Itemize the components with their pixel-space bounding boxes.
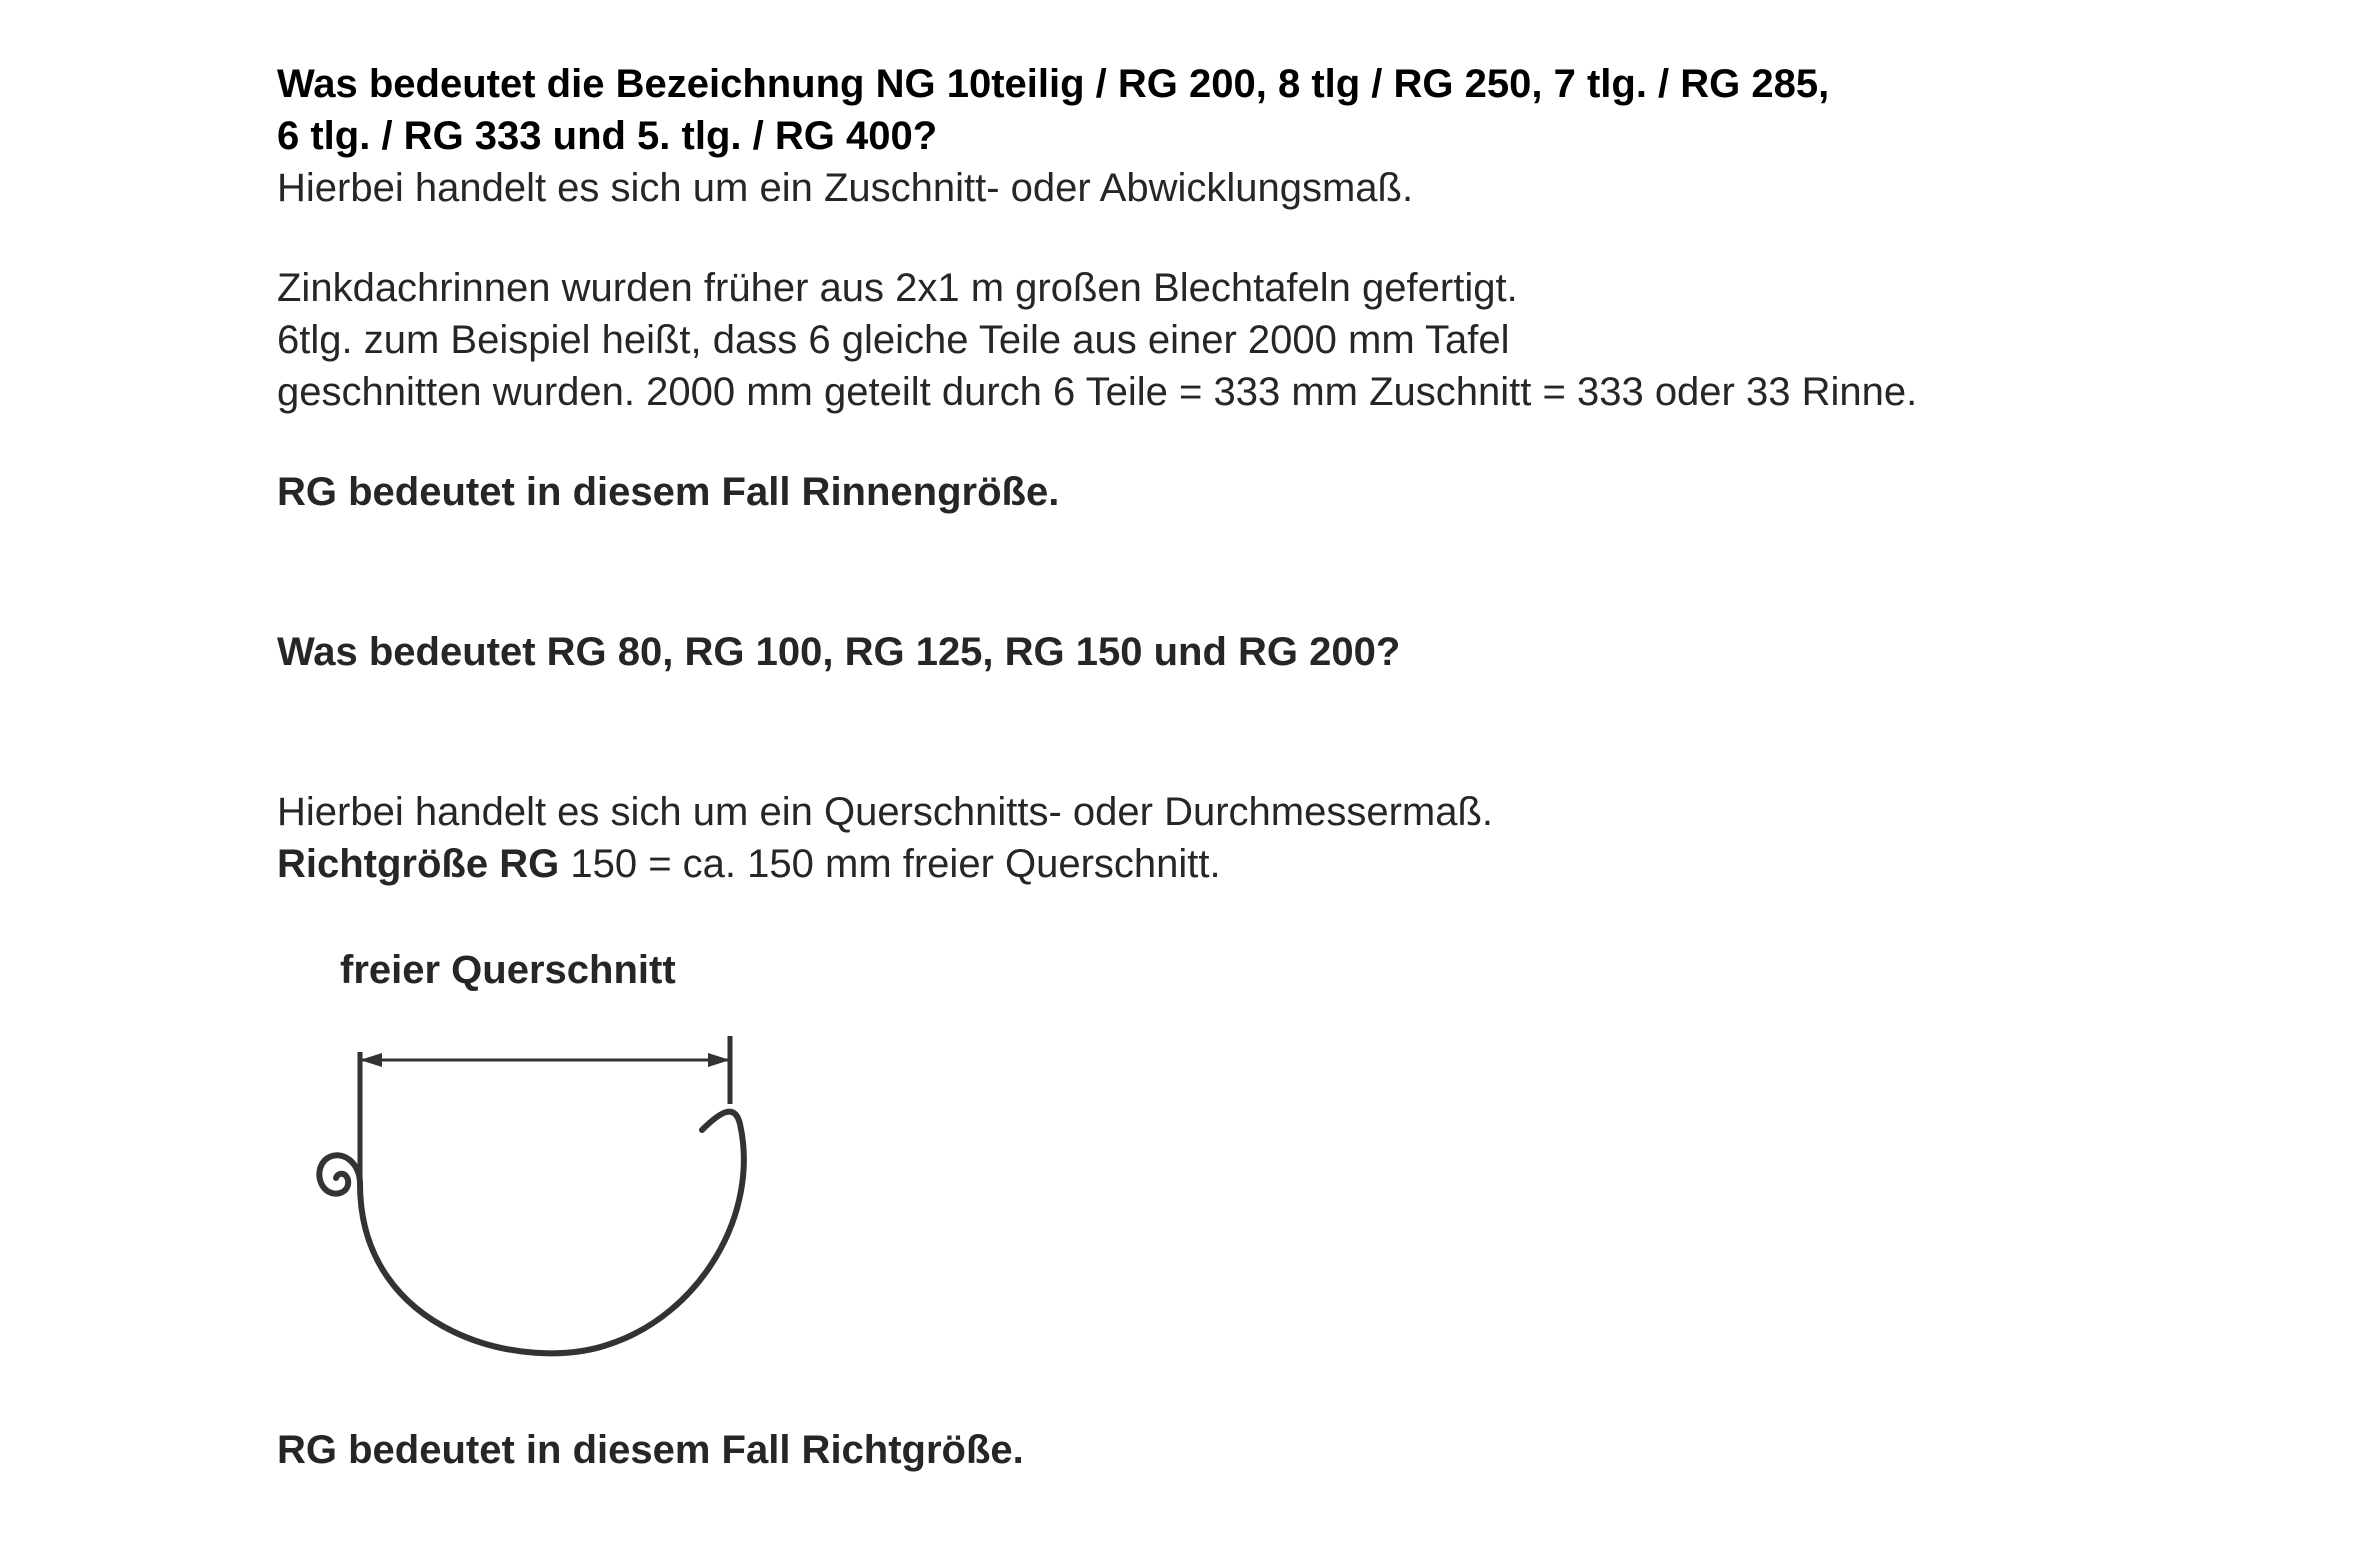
explanation-line-3: geschnitten wurden. 2000 mm geteilt durch 6 Teile = 333 mm Zuschnitt = 333 oder 33 Rinne. — [277, 370, 1918, 414]
gutter-profile-drawing — [290, 944, 760, 1364]
question-heading-2: Was bedeutet RG 80, RG 100, RG 125, RG 150 und RG 200? — [277, 630, 1401, 674]
example-definition: 150 = ca. 150 mm freier Querschnitt. — [559, 842, 1221, 886]
answer-text-2: Hierbei handelt es sich um ein Querschnitts- oder Durchmessermaß. — [277, 790, 1494, 834]
question-heading-1b: 6 tlg. / RG 333 und 5. tlg. / RG 400? — [277, 114, 938, 158]
example-term: Richtgröße RG — [277, 842, 560, 886]
explanation-line-1: Zinkdachrinnen wurden früher aus 2x1 m großen Blechtafeln gefertigt. — [277, 266, 1518, 310]
dimension-arrow-left — [360, 1053, 382, 1067]
conclusion-1: RG bedeutet in diesem Fall Rinnengröße. — [277, 470, 1060, 514]
question-heading-1a: Was bedeutet die Bezeichnung NG 10teilig / RG 200, 8 tlg / RG 250, 7 tlg. / RG 285, — [277, 62, 1830, 106]
gutter-cross-section-figure — [290, 944, 760, 1364]
gutter-bead — [319, 1155, 360, 1193]
example-line — [277, 838, 2177, 890]
explanation-line-2: 6tlg. zum Beispiel heißt, dass 6 gleiche Teile aus einer 2000 mm Tafel — [277, 318, 1510, 362]
faq-document — [277, 58, 2177, 890]
figure-label: freier Querschnitt — [340, 948, 676, 992]
dimension-arrow-right — [708, 1053, 730, 1067]
gutter-bowl — [360, 1112, 744, 1354]
conclusion-2: RG bedeutet in diesem Fall Richtgröße. — [277, 1428, 1024, 1472]
answer-text-1: Hierbei handelt es sich um ein Zuschnitt- oder Abwicklungsmaß. — [277, 166, 1414, 210]
